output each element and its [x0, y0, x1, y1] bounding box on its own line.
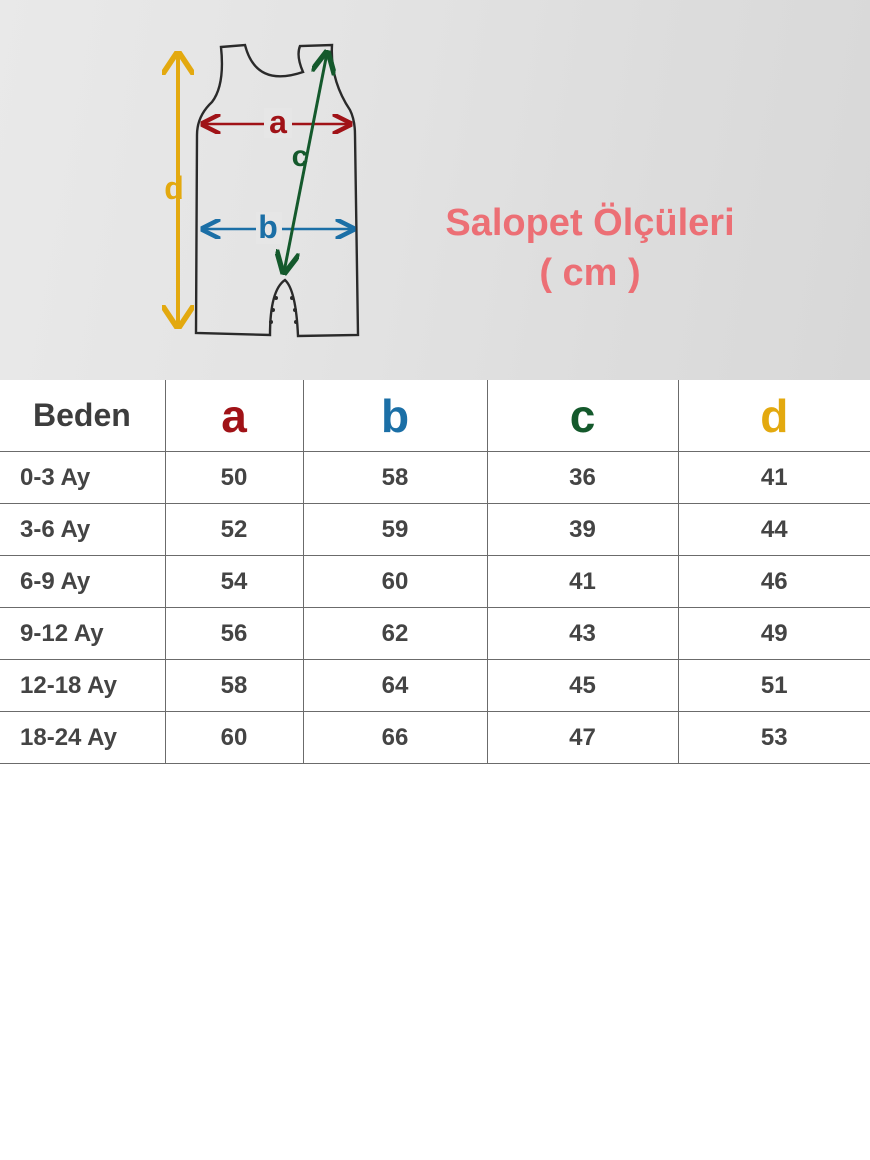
value-d: 51 — [678, 660, 870, 712]
size-cell: 0-3 Ay — [0, 452, 165, 504]
value-c: 45 — [487, 660, 678, 712]
size-cell: 6-9 Ay — [0, 556, 165, 608]
size-cell: 3-6 Ay — [0, 504, 165, 556]
value-d: 41 — [678, 452, 870, 504]
value-a: 56 — [165, 608, 303, 660]
table-row — [0, 712, 870, 764]
value-b: 58 — [303, 452, 487, 504]
value-b: 66 — [303, 712, 487, 764]
table-header-row — [0, 380, 870, 452]
header-c: c — [487, 380, 678, 452]
table-row — [0, 504, 870, 556]
size-cell: 18-24 Ay — [0, 712, 165, 764]
table-row — [0, 660, 870, 712]
value-a: 50 — [165, 452, 303, 504]
header-b: b — [303, 380, 487, 452]
label-c: c — [291, 140, 309, 173]
value-a: 52 — [165, 504, 303, 556]
overall-diagram — [0, 0, 420, 380]
title-line-1: Salopet Ölçüleri — [445, 202, 735, 244]
value-d: 44 — [678, 504, 870, 556]
size-cell: 12-18 Ay — [0, 660, 165, 712]
table-row — [0, 556, 870, 608]
label-d: d — [164, 170, 184, 206]
value-c: 36 — [487, 452, 678, 504]
table-row — [0, 452, 870, 504]
value-b: 59 — [303, 504, 487, 556]
value-b: 64 — [303, 660, 487, 712]
value-c: 39 — [487, 504, 678, 556]
value-c: 41 — [487, 556, 678, 608]
value-d: 53 — [678, 712, 870, 764]
size-cell: 9-12 Ay — [0, 608, 165, 660]
value-a: 54 — [165, 556, 303, 608]
size-chart-title — [420, 198, 760, 298]
size-table — [0, 380, 870, 764]
label-b: b — [258, 209, 278, 245]
label-a: a — [269, 104, 287, 140]
header-beden: Beden — [0, 380, 165, 452]
value-d: 46 — [678, 556, 870, 608]
value-c: 43 — [487, 608, 678, 660]
value-d: 49 — [678, 608, 870, 660]
overall-outline — [196, 45, 358, 336]
value-b: 62 — [303, 608, 487, 660]
value-a: 60 — [165, 712, 303, 764]
value-c: 47 — [487, 712, 678, 764]
header-banner — [0, 0, 870, 380]
header-d: d — [678, 380, 870, 452]
table-row — [0, 608, 870, 660]
header-a: a — [165, 380, 303, 452]
value-b: 60 — [303, 556, 487, 608]
value-a: 58 — [165, 660, 303, 712]
title-line-2: ( cm ) — [539, 252, 641, 294]
